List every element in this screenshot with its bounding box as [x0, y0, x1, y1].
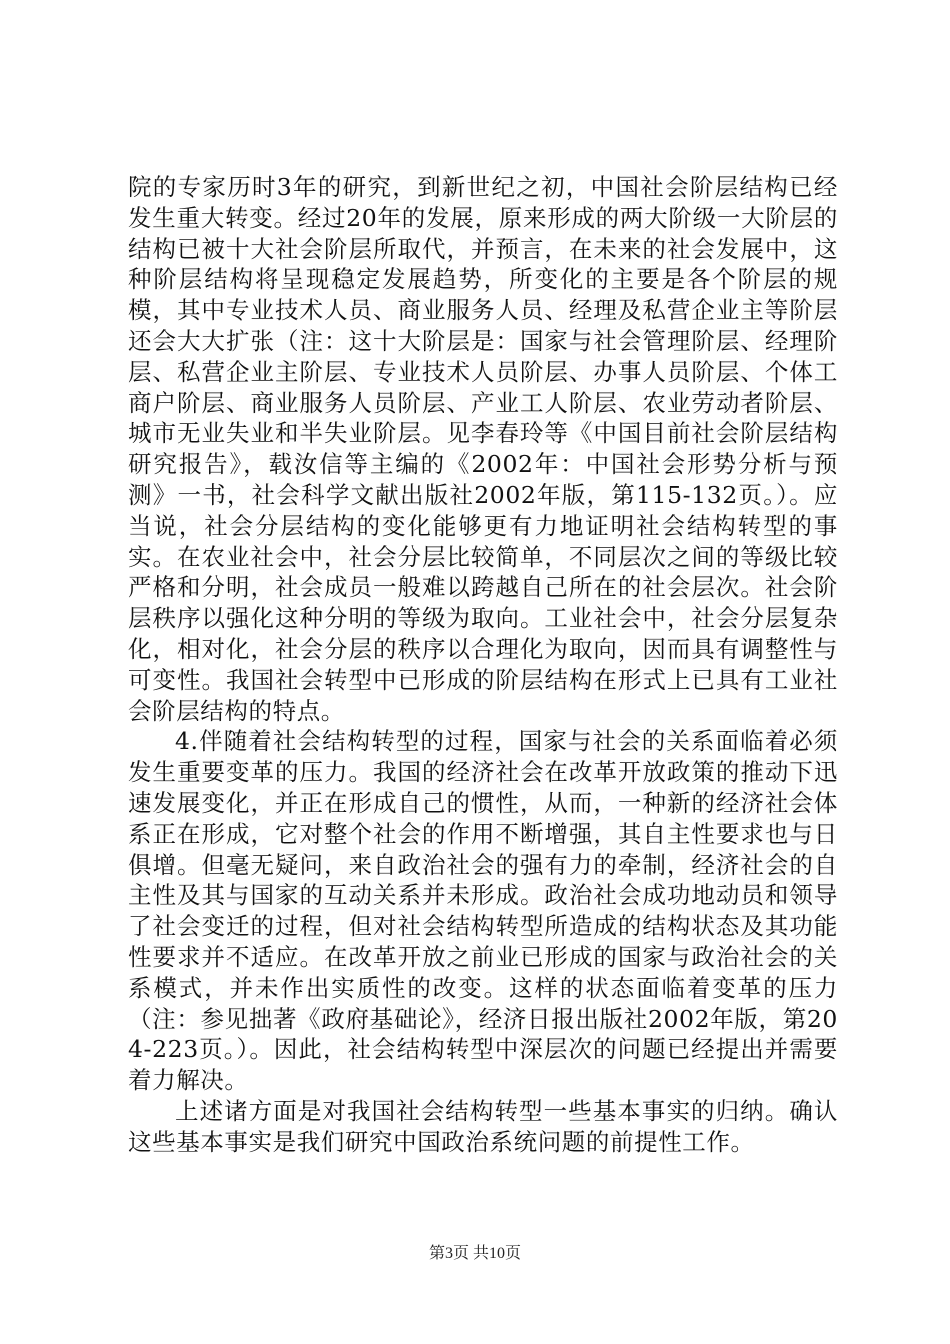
page-footer: 第3页 共10页 [428, 1245, 521, 1262]
paragraph-summary: 上述诸方面是对我国社会结构转型一些基本事实的归纳。确认这些基本事实是我们研究中国政治系统问题的前提性工作。 [128, 1096, 838, 1156]
paragraph-point-4: 4.伴随着社会结构转型的过程，国家与社会的关系面临着必须发生重要变革的压力。我国的经济社会在改革开放政策的推动下迅速发展变化，并正在形成自己的惯性，从而，一种新的经济社会体系正在形成，它对整个社会的作用不断增强，其自主性要求也与日俱增。但毫无疑问，来自政治社会的强有力的牵制，经济社会的自主性及其与国家的互动关系并未形成。政治社会成功地动员和领导了社会变迁的过程，但对社会结构转型所造成的结构状态及其功能性要求并不适应。在改革开放之前业已形成的国家与政治社会的关系模式，并未作出实质性的改变。这样的状态面临着变革的压力（注：参见拙著《政府基础论》，经济日报出版社2002年版，第204-223页。）。因此，社会结构转型中深层次的问题已经提出并需要着力解决。 [128, 727, 838, 1095]
document-body [128, 172, 838, 1158]
paragraph-continuation: 院的专家历时3年的研究，到新世纪之初，中国社会阶层结构已经发生重大转变。经过20年的发展，原来形成的两大阶级一大阶层的结构已被十大社会阶层所取代，并预言，在未来的社会发展中，这种阶层结构将呈现稳定发展趋势，所变化的主要是各个阶层的规模，其中专业技术人员、商业服务人员、经理及私营企业主等阶层还会大大扩张（注：这十大阶层是：国家与社会管理阶层、经理阶层、私营企业主阶层、专业技术人员阶层、办事人员阶层、个体工商户阶层、商业服务人员阶层、产业工人阶层、农业劳动者阶层、城市无业失业和半失业阶层。见李春玲等《中国目前社会阶层结构研究报告》，载汝信等主编的《2002年：中国社会形势分析与预测》一书，社会科学文献出版社2002年版，第115-132页。）。应当说，社会分层结构的变化能够更有力地证明社会结构转型的事实。在农业社会中，社会分层比较简单，不同层次之间的等级比较严格和分明，社会成员一般难以跨越自己所在的社会层次。社会阶层秩序以强化这种分明的等级为取向。工业社会中，社会分层复杂化，相对化，社会分层的秩序以合理化为取向，因而具有调整性与可变性。我国社会转型中已形成的阶层结构在形式上已具有工业社会阶层结构的特点。 [128, 173, 838, 725]
